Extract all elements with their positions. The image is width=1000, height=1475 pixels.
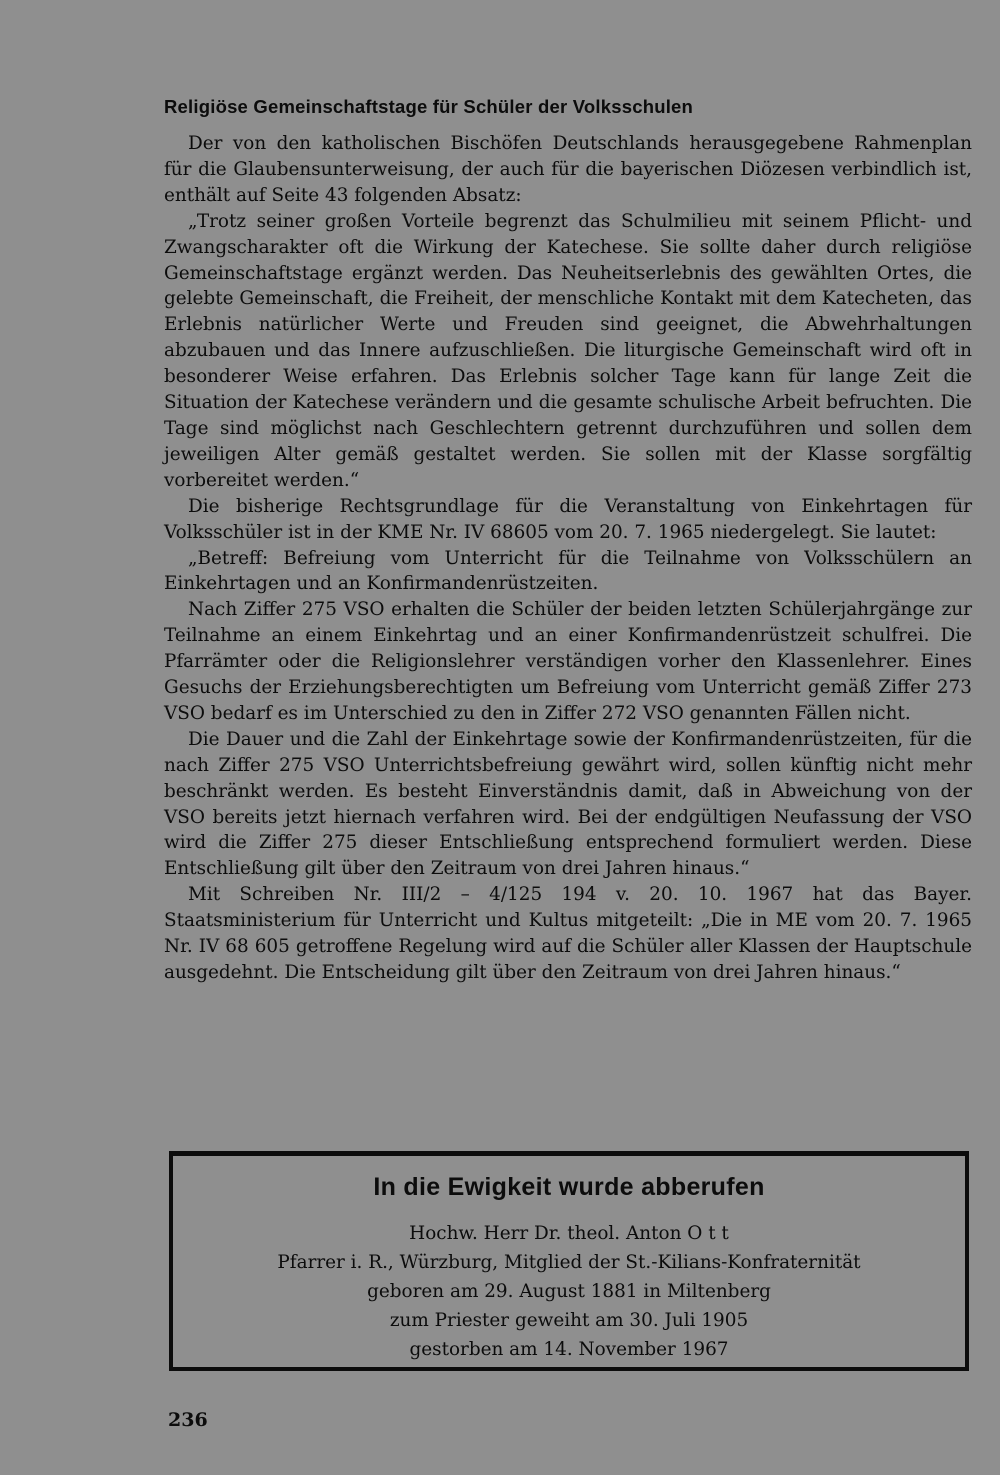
obituary-ordination-line: zum Priester geweiht am 30. Juli 1905 — [389, 1310, 749, 1331]
page-number: 236 — [168, 1409, 208, 1431]
article-heading: Religiöse Gemeinschaftstage für Schüler der Volksschulen — [164, 96, 694, 117]
paragraph: Die Dauer und die Zahl der Einkehrtage sowie der Konfirmandenrüstzeiten, für die nach Ziffer 275 VSO Unterrichtsbefreiung gewährt wird, sollen künftig nicht mehr beschränkt werden. Es besteht Einverständnis damit, daß in Abweichung von der VSO bereits jetzt hiernach verfahren wird. Bei der endgültigen Neufassung der VSO wird die Ziffer 275 dieser Entschließung entsprechend formuliert werden. Diese Entschließung gilt über den Zeitraum von drei Jahren hinaus.“ — [164, 728, 972, 880]
obituary-position-line: Pfarrer i. R., Würzburg, Mitglied der St.-Kilians-Konfraternität — [277, 1252, 861, 1273]
paragraph: „Betreff: Befreiung vom Unterricht für die Teilnahme von Volksschülern an Einkehrtagen und an Konfirmandenrüstzeiten. — [164, 547, 972, 595]
obituary-notice-box — [169, 1151, 969, 1371]
paragraph: Der von den katholischen Bischöfen Deutschlands herausgegebene Rahmenplan für die Glaubensunterweisung, der auch für die bayerischen Diözesen verbindlich ist, enthält auf Seite 43 folgenden Absatz: — [164, 133, 972, 206]
article-body — [164, 131, 972, 986]
paragraph: „Trotz seiner großen Vorteile begrenzt das Schulmilieu mit seinem Pflicht- und Zwangscharakter oft die Wirkung der Katechese. Sie sollte daher durch religiöse Gemeinschaftstage ergänzt werden. Das Neuheitserlebnis des gewählten Ortes, die gelebte Gemeinschaft, die Freiheit, der menschliche Kontakt mit dem Katecheten, das Erlebnis natürlicher Werte und Freuden sind geeignet, die Abwehrhaltungen abzubauen und das Innere aufzuschließen. Die liturgische Gemeinschaft wird oft in besonderer Weise erfahren. Das Erlebnis solcher Tage kann für lange Zeit die Situation der Katechese verändern und die gesamte schulische Arbeit befruchten. Die Tage sind möglichst nach Geschlechtern getrennt durchzuführen und sollen dem jeweiligen Alter gemäß gestaltet werden. Sie sollen mit der Klasse sorgfältig vorbereitet werden.“ — [164, 210, 972, 491]
paragraph: Die bisherige Rechtsgrundlage für die Veranstaltung von Einkehrtagen für Volksschüler ist in der KME Nr. IV 68605 vom 20. 7. 1965 niedergelegt. Sie lautet: — [164, 495, 972, 543]
obituary-name-line: Hochw. Herr Dr. theol. Anton O t t — [409, 1223, 729, 1244]
paragraph: Mit Schreiben Nr. III/2 – 4/125 194 v. 20. 10. 1967 hat das Bayer. Staatsministerium für Unterricht und Kultus mitgeteilt: „Die in ME vom 20. 7. 1965 Nr. IV 68 605 getroffene Regelung wird auf die Schüler aller Klassen der Hauptschule ausgedehnt. Die Entscheidung gilt über den Zeitraum von drei Jahren hinaus.“ — [164, 884, 972, 983]
obituary-birth-line: geboren am 29. August 1881 in Miltenberg — [367, 1281, 771, 1302]
obituary-death-line: gestorben am 14. November 1967 — [409, 1339, 729, 1360]
paragraph: Nach Ziffer 275 VSO erhalten die Schüler der beiden letzten Schülerjahrgänge zur Teilnahme an einem Einkehrtag und an einer Konfirmandenrüstzeit schulfrei. Die Pfarrämter oder die Religionslehrer verständigen vorher den Klassenlehrer. Eines Gesuchs der Erziehungsberechtigten um Befreiung vom Unterricht gemäß Ziffer 273 VSO bedarf es im Unterschied zu den in Ziffer 272 VSO genannten Fällen nicht. — [164, 599, 972, 724]
obituary-title: In die Ewigkeit wurde abberufen — [373, 1173, 765, 1201]
obituary-details — [173, 1219, 965, 1364]
